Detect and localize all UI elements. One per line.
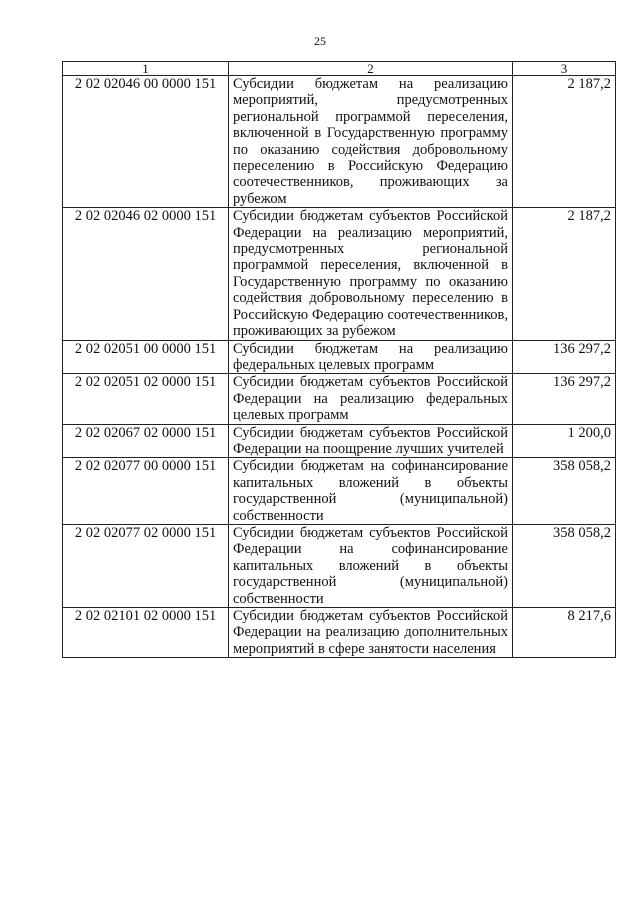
row-code: 2 02 02067 02 0000 151 — [63, 424, 229, 458]
table-row — [63, 424, 616, 458]
row-code: 2 02 02101 02 0000 151 — [63, 608, 229, 658]
row-name: Субсидии бюджетам субъектов Российской Федерации на поощрение лучших учителей — [229, 424, 513, 458]
row-code: 2 02 02046 02 0000 151 — [63, 208, 229, 340]
row-name: Субсидии бюджетам на реализацию федеральных целевых программ — [229, 340, 513, 374]
row-code: 2 02 02046 00 0000 151 — [63, 76, 229, 208]
header-row — [63, 62, 616, 76]
table-row — [63, 340, 616, 374]
row-name: Субсидии бюджетам на софинансирование капитальных вложений в объекты государственной (муниципальной) собственности — [229, 458, 513, 525]
row-amount: 8 217,6 — [513, 608, 616, 658]
row-name: Субсидии бюджетам субъектов Российской Федерации на реализацию мероприятий, предусмотренных региональной программой переселения, включенной в Государственную программу по оказанию содействия добровольному переселению в Российскую Федерацию соотечественников, проживающих за рубежом — [229, 208, 513, 340]
row-amount: 136 297,2 — [513, 340, 616, 374]
row-code: 2 02 02077 02 0000 151 — [63, 524, 229, 607]
row-amount: 358 058,2 — [513, 524, 616, 607]
table-row — [63, 458, 616, 525]
row-code: 2 02 02051 00 0000 151 — [63, 340, 229, 374]
row-name: Субсидии бюджетам субъектов Российской Федерации на реализацию дополнительных мероприятий в сфере занятости населения — [229, 608, 513, 658]
row-amount: 1 200,0 — [513, 424, 616, 458]
row-amount: 358 058,2 — [513, 458, 616, 525]
row-amount: 2 187,2 — [513, 76, 616, 208]
row-amount: 2 187,2 — [513, 208, 616, 340]
table-row — [63, 524, 616, 607]
column-header-code: 1 — [63, 62, 229, 76]
column-header-amount: 3 — [513, 62, 616, 76]
budget-table — [62, 61, 616, 658]
table-header — [63, 62, 616, 76]
table-row — [63, 608, 616, 658]
row-name: Субсидии бюджетам субъектов Российской Федерации на софинансирование капитальных вложений в объекты государственной (муниципальной) собственности — [229, 524, 513, 607]
page-number: 25 — [314, 34, 326, 48]
table-row — [63, 208, 616, 340]
column-header-name: 2 — [229, 62, 513, 76]
table-row — [63, 374, 616, 424]
row-code: 2 02 02051 02 0000 151 — [63, 374, 229, 424]
row-code: 2 02 02077 00 0000 151 — [63, 458, 229, 525]
row-amount: 136 297,2 — [513, 374, 616, 424]
table-row — [63, 76, 616, 208]
row-name: Субсидии бюджетам на реализацию мероприятий, предусмотренных региональной программой переселения, включенной в Государственную программу по оказанию содействия добровольному переселению в Российскую Федерацию соотечественников, проживающих за рубежом — [229, 76, 513, 208]
table-body — [63, 76, 616, 658]
row-name: Субсидии бюджетам субъектов Российской Федерации на реализацию федеральных целевых программ — [229, 374, 513, 424]
